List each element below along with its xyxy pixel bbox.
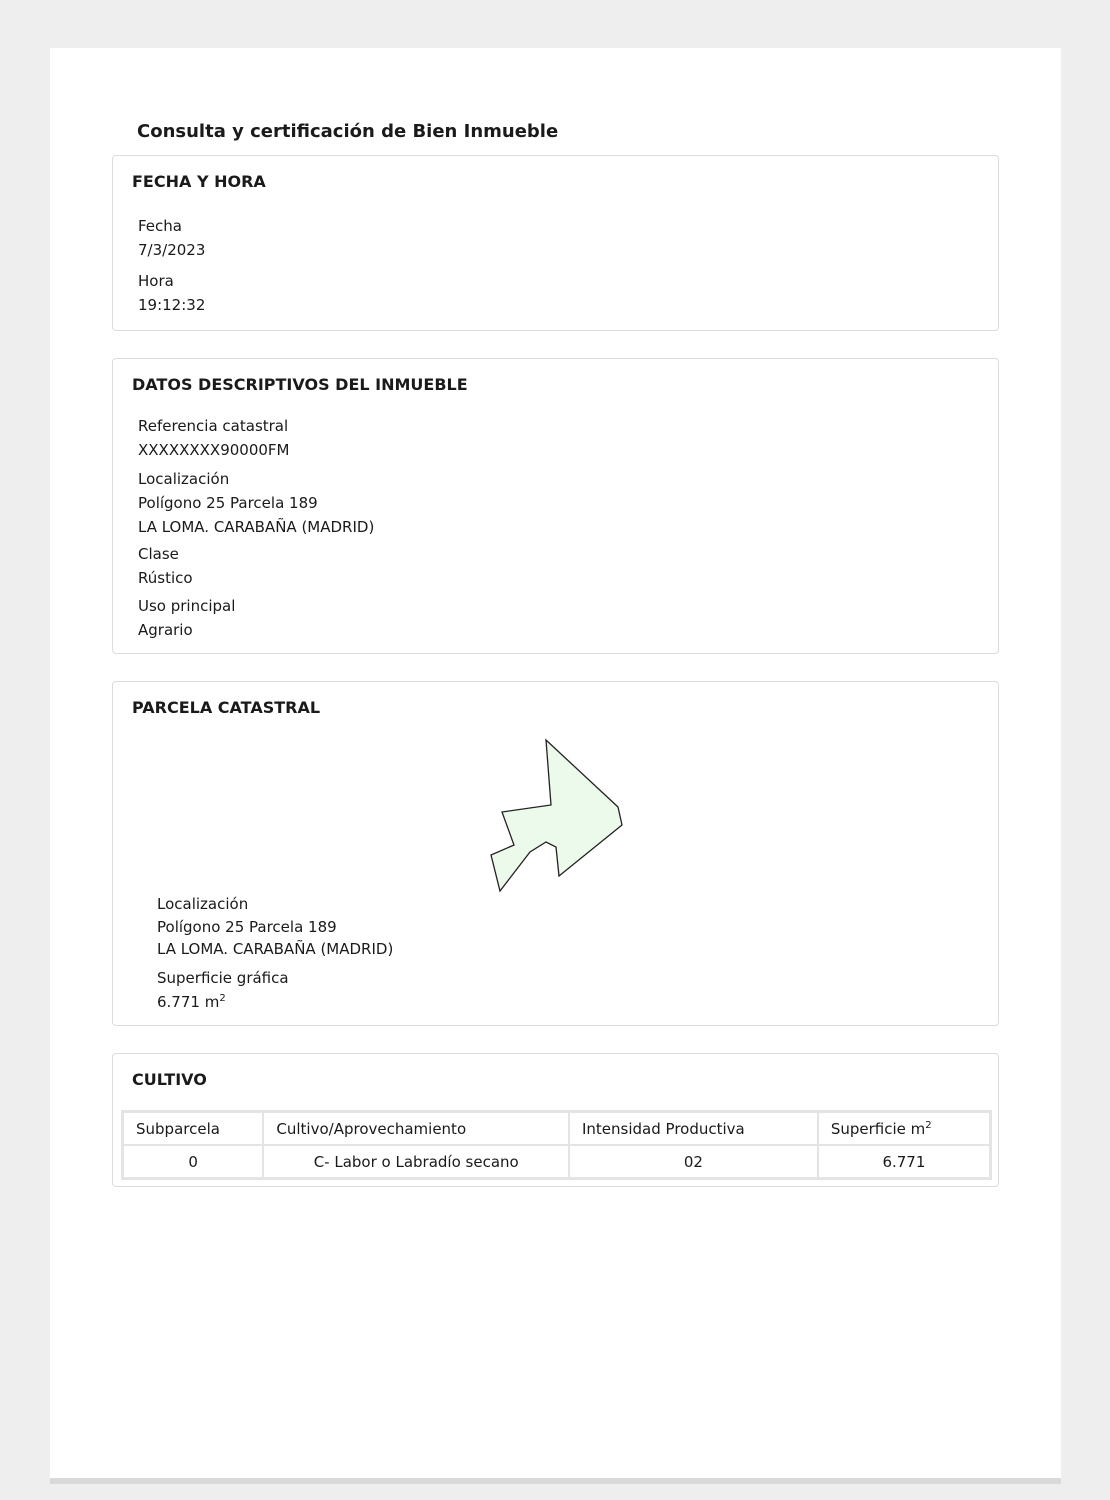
section-fecha-hora — [112, 155, 999, 331]
page-shadow — [50, 1478, 1061, 1484]
parcel-shape — [491, 740, 622, 891]
section-title-parcela: PARCELA CATASTRAL — [132, 698, 321, 717]
localizacion-line1: Polígono 25 Parcela 189 — [138, 494, 318, 512]
section-cultivo — [112, 1053, 999, 1187]
header-superficie-exponent: 2 — [925, 1119, 932, 1131]
section-title-datos: DATOS DESCRIPTIVOS DEL INMUEBLE — [132, 375, 468, 394]
cell-subparcela: 0 — [123, 1145, 264, 1179]
superficie-label: Superficie gráfica — [157, 969, 289, 987]
table-header-row — [123, 1112, 991, 1146]
table-row — [123, 1145, 991, 1179]
field-referencia — [138, 414, 290, 462]
referencia-value: XXXXXXXX90000FM — [138, 441, 290, 459]
fecha-value: 7/3/2023 — [138, 241, 206, 259]
fecha-label: Fecha — [138, 217, 182, 235]
section-datos-descriptivos — [112, 358, 999, 654]
cell-cultivo: C- Labor o Labradío secano — [263, 1145, 569, 1179]
cultivo-table — [121, 1110, 992, 1180]
section-parcela-catastral — [112, 681, 999, 1026]
section-title-fecha-hora: FECHA Y HORA — [132, 172, 266, 191]
field-superficie-grafica — [157, 966, 289, 1014]
uso-value: Agrario — [138, 621, 193, 639]
hora-value: 19:12:32 — [138, 296, 206, 314]
field-hora — [138, 269, 205, 317]
header-superficie — [818, 1112, 991, 1146]
superficie-value-wrap — [157, 990, 289, 1014]
header-cultivo: Cultivo/Aprovechamiento — [263, 1112, 569, 1146]
header-intensidad: Intensidad Productiva — [569, 1112, 818, 1146]
field-localizacion — [138, 467, 374, 539]
superficie-exponent: 2 — [219, 993, 226, 1004]
parcela-localizacion-line2: LA LOMA. CARABAÑA (MADRID) — [157, 940, 394, 958]
cell-superficie: 6.771 — [818, 1145, 991, 1179]
field-uso-principal — [138, 594, 235, 642]
clase-label: Clase — [138, 545, 179, 563]
field-parcela-localizacion — [157, 892, 393, 960]
localizacion-label: Localización — [138, 470, 230, 488]
parcel-plot-map — [488, 737, 628, 897]
document-title: Consulta y certificación de Bien Inmueble — [137, 121, 559, 142]
hora-label: Hora — [138, 272, 174, 290]
header-subparcela: Subparcela — [123, 1112, 264, 1146]
referencia-label: Referencia catastral — [138, 417, 289, 435]
superficie-value: 6.771 m — [157, 993, 220, 1011]
cell-intensidad: 02 — [569, 1145, 818, 1179]
header-superficie-label: Superficie m — [830, 1119, 926, 1138]
parcela-localizacion-label: Localización — [157, 895, 249, 913]
field-fecha — [138, 214, 205, 262]
localizacion-line2: LA LOMA. CARABAÑA (MADRID) — [138, 518, 375, 536]
uso-label: Uso principal — [138, 597, 236, 615]
clase-value: Rústico — [138, 569, 193, 587]
section-title-cultivo: CULTIVO — [132, 1070, 207, 1089]
parcela-localizacion-line1: Polígono 25 Parcela 189 — [157, 918, 337, 936]
field-clase — [138, 542, 193, 590]
